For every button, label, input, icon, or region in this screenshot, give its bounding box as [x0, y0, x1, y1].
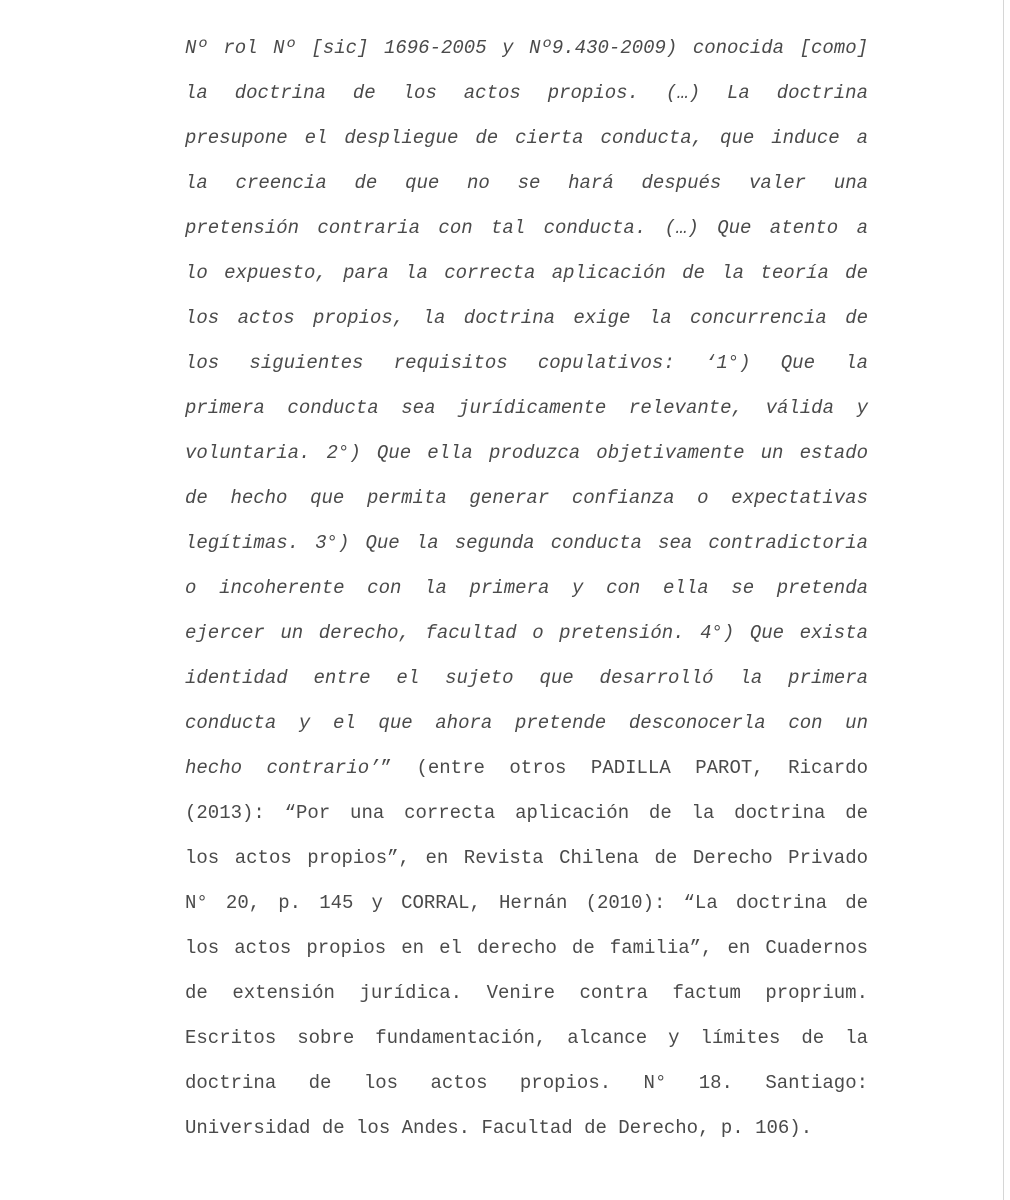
text-segment: los siguientes requisitos copulativos: ‘1°) Que la	[185, 352, 868, 374]
text-line	[185, 701, 868, 746]
text-segment: los actos propios en el derecho de familia”, en Cuadernos	[185, 937, 868, 959]
text-segment: o incoherente con la primera y con ella se pretenda	[185, 577, 868, 599]
text-segment-upright: ” (entre otros PADILLA PAROT, Ricardo	[380, 757, 868, 779]
text-segment: identidad entre el sujeto que desarrolló la primera	[185, 667, 868, 689]
text-line	[185, 116, 868, 161]
text-line	[185, 611, 868, 656]
text-segment: los actos propios”, en Revista Chilena de Derecho Privado	[185, 847, 868, 869]
text-segment: presupone el despliegue de cierta conducta, que induce a	[185, 127, 868, 149]
text-segment: la creencia de que no se hará después valer una	[185, 172, 868, 194]
text-line	[185, 386, 868, 431]
text-line	[185, 881, 868, 926]
text-segment: lo expuesto, para la correcta aplicación de la teoría de	[185, 262, 868, 284]
text-line	[185, 296, 868, 341]
text-line	[185, 71, 868, 116]
text-segment-italic: hecho contrario’	[185, 757, 381, 779]
text-line	[185, 251, 868, 296]
text-segment: voluntaria. 2°) Que ella produzca objetivamente un estado	[185, 442, 868, 464]
text-segment: pretensión contraria con tal conducta. (…) Que atento a	[185, 217, 868, 239]
text-segment: Escritos sobre fundamentación, alcance y límites de la	[185, 1027, 868, 1049]
text-line	[185, 431, 868, 476]
text-line	[185, 836, 868, 881]
text-line	[185, 161, 868, 206]
text-line	[185, 1061, 868, 1106]
text-line	[185, 566, 868, 611]
text-line	[185, 521, 868, 566]
text-segment: de hecho que permita generar confianza o expectativas	[185, 487, 868, 509]
text-segment: la doctrina de los actos propios. (…) La doctrina	[185, 82, 868, 104]
text-line	[185, 476, 868, 521]
text-segment: Nº rol Nº [sic] 1696-2005 y Nº9.430-2009) conocida [como]	[185, 37, 868, 59]
text-segment: Universidad de los Andes. Facultad de Derecho, p. 106).	[185, 1117, 813, 1139]
document-body-text	[185, 26, 868, 1151]
text-line	[185, 746, 868, 791]
text-line	[185, 341, 868, 386]
text-line	[185, 206, 868, 251]
text-segment: doctrina de los actos propios. N° 18. Santiago:	[185, 1072, 868, 1094]
text-line	[185, 26, 868, 71]
text-segment: (2013): “Por una correcta aplicación de la doctrina de	[185, 802, 868, 824]
text-segment: de extensión jurídica. Venire contra factum proprium.	[185, 982, 868, 1004]
text-segment: los actos propios, la doctrina exige la concurrencia de	[185, 307, 868, 329]
text-line	[185, 791, 868, 836]
text-segment: N° 20, p. 145 y CORRAL, Hernán (2010): “La doctrina de	[185, 892, 868, 914]
page-edge-divider	[1003, 0, 1004, 1200]
text-line-last	[185, 1106, 868, 1151]
text-line	[185, 926, 868, 971]
text-line	[185, 1016, 868, 1061]
text-segment: conducta y el que ahora pretende desconocerla con un	[185, 712, 868, 734]
text-segment: primera conducta sea jurídicamente relevante, válida y	[185, 397, 868, 419]
text-segment: legítimas. 3°) Que la segunda conducta sea contradictoria	[185, 532, 868, 554]
text-line	[185, 971, 868, 1016]
text-line	[185, 656, 868, 701]
text-segment: ejercer un derecho, facultad o pretensión. 4°) Que exista	[185, 622, 868, 644]
